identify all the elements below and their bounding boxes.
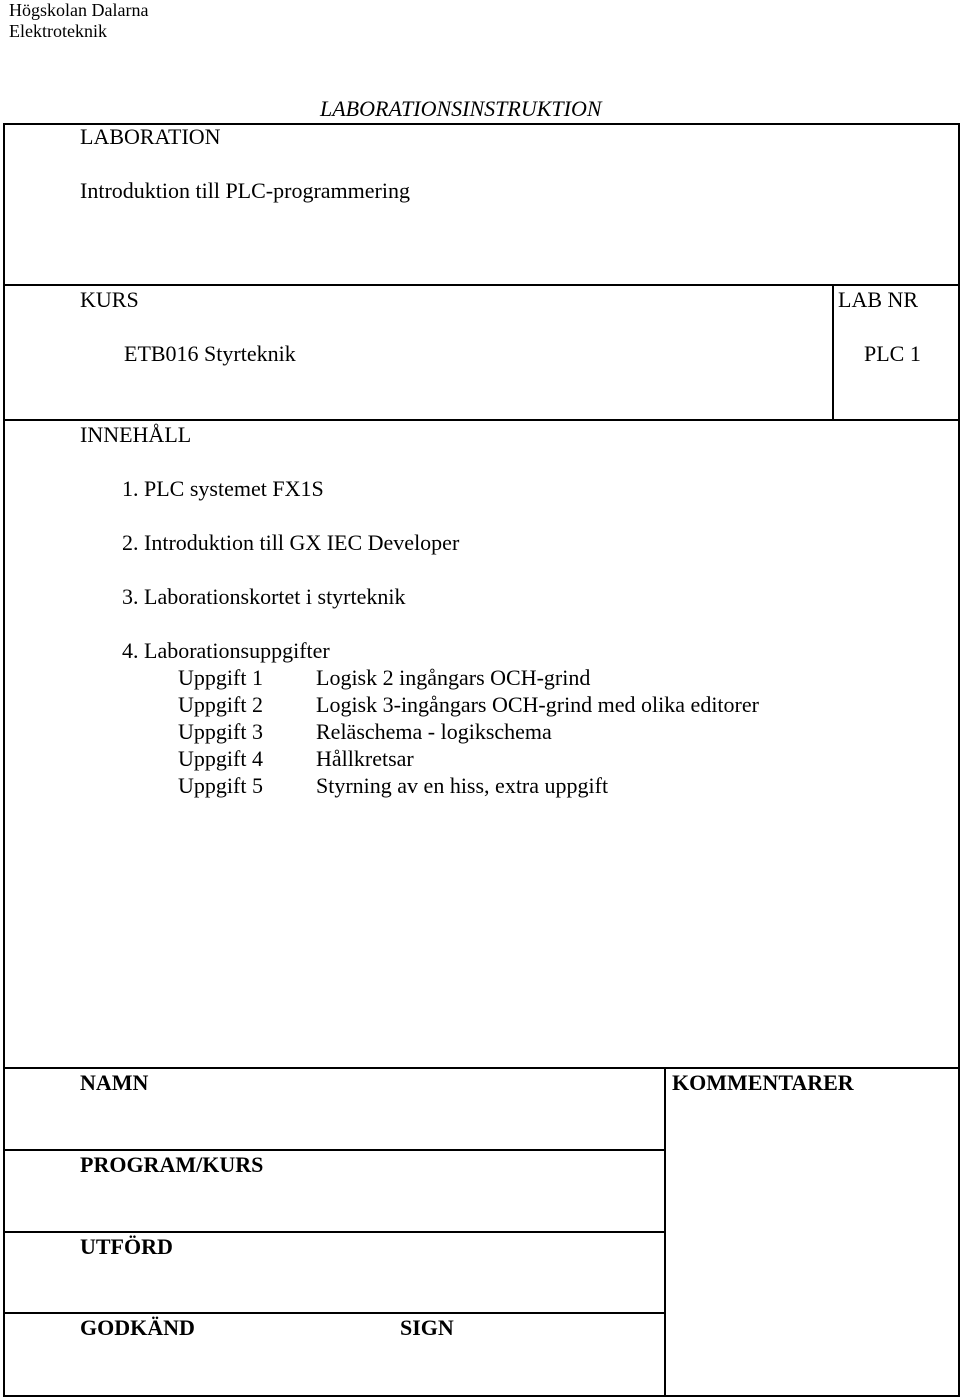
lab-nr-value: PLC 1 (864, 341, 921, 366)
form-frame (3, 123, 960, 1397)
laboration-title: Introduktion till PLC-programmering (80, 178, 410, 203)
course-label: KURS (80, 287, 139, 312)
divider-after-course (3, 419, 960, 421)
laboration-label: LABORATION (80, 124, 221, 149)
divider-after-program (3, 1231, 666, 1233)
contents-item: 2. Introduktion till GX IEC Developer (122, 530, 460, 555)
lab-nr-label: LAB NR (838, 287, 919, 312)
department-name: Elektroteknik (9, 21, 107, 41)
divider-before-form (3, 1067, 960, 1069)
divider-after-name (3, 1149, 666, 1151)
task-name: Uppgift 3 (178, 719, 263, 744)
task-name: Uppgift 4 (178, 746, 263, 771)
divider-after-lab (3, 284, 960, 286)
divider-comments (664, 1067, 666, 1397)
completed-field-label: UTFÖRD (80, 1234, 173, 1259)
contents-item: 3. Laborationskortet i styrteknik (122, 584, 406, 609)
task-name: Uppgift 5 (178, 773, 263, 798)
course-value: ETB016 Styrteknik (124, 341, 296, 366)
approved-field-label: GODKÄND (80, 1315, 195, 1340)
document-type-title: LABORATIONSINSTRUKTION (320, 96, 602, 121)
sign-field-label: SIGN (400, 1315, 454, 1340)
task-name: Uppgift 2 (178, 692, 263, 717)
task-description: Reläschema - logikschema (316, 719, 552, 744)
task-description: Hållkretsar (316, 746, 414, 771)
comments-field-label: KOMMENTARER (672, 1070, 854, 1095)
task-description: Styrning av en hiss, extra uppgift (316, 773, 609, 798)
task-description: Logisk 2 ingångars OCH-grind (316, 665, 591, 690)
task-description: Logisk 3-ingångars OCH-grind med olika editorer (316, 692, 759, 717)
program-field-label: PROGRAM/KURS (80, 1152, 264, 1177)
name-field-label: NAMN (80, 1070, 149, 1095)
task-name: Uppgift 1 (178, 665, 263, 690)
contents-label: INNEHÅLL (80, 422, 192, 447)
contents-item: 4. Laborationsuppgifter (122, 638, 330, 663)
divider-lab-nr (832, 284, 834, 420)
institution-name: Högskolan Dalarna (9, 0, 149, 20)
divider-after-done (3, 1312, 666, 1314)
contents-item: 1. PLC systemet FX1S (122, 476, 324, 501)
